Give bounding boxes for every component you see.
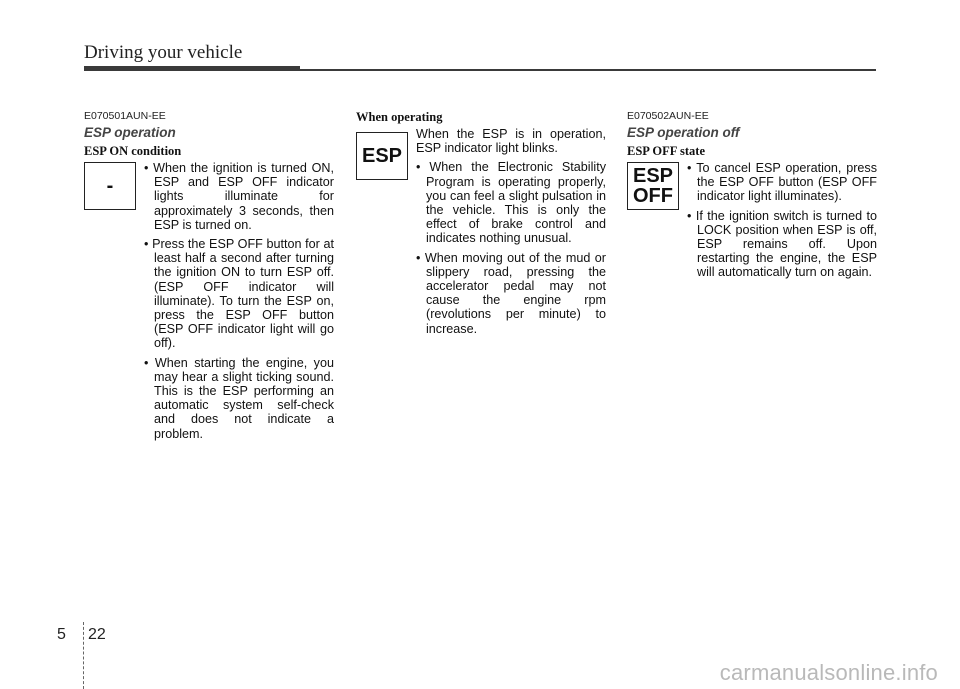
list-item: • When moving out of the mud or slippery road, pressing the accelerator pedal may not cause the engine rpm (revolutions per minute) to increase. bbox=[416, 251, 606, 336]
column-when-operating bbox=[356, 110, 606, 341]
indicator-label-line1: ESP bbox=[632, 165, 674, 187]
list-item: • If the ignition switch is turned to LOCK position when ESP is off, ESP remains off. Upon restarting the engine, the ESP will automatically turn on again. bbox=[687, 209, 877, 280]
footer-divider bbox=[83, 622, 85, 689]
watermark: carmanualsonline.info bbox=[719, 660, 938, 685]
intro-paragraph: When the ESP is in operation, ESP indicator light blinks. bbox=[416, 127, 606, 156]
header-title: Driving your vehicle bbox=[84, 42, 243, 63]
subheading: ESP OFF state bbox=[627, 144, 706, 158]
chapter-number: 5 bbox=[57, 626, 66, 643]
column-esp-operation bbox=[84, 110, 334, 446]
section-code: E070502AUN-EE bbox=[627, 110, 709, 122]
indicator-label-line2: OFF bbox=[633, 185, 673, 207]
list-item: • When the Electronic Stability Program is operating properly, you can feel a slight pulsation in the vehicle. This is only the effect of brake control and indicates nothing unusual. bbox=[416, 160, 606, 245]
list-item: • To cancel ESP operation, press the ESP OFF button (ESP OFF indicator light illuminates). bbox=[687, 161, 877, 204]
header-rule-thin bbox=[300, 69, 876, 71]
header-rule-thick bbox=[84, 66, 300, 71]
esp-indicator-icon bbox=[356, 132, 408, 180]
page-number: 22 bbox=[88, 626, 106, 643]
subheading: ESP ON condition bbox=[84, 144, 182, 158]
indicator-label: ESP bbox=[361, 145, 403, 167]
section-title: ESP operation off bbox=[627, 125, 740, 140]
bullet-list bbox=[356, 160, 606, 335]
section-code: E070501AUN-EE bbox=[84, 110, 166, 122]
list-item: • Press the ESP OFF button for at least half a second after turning the ignition ON to turn ESP off. (ESP OFF indicator will illuminate). To turn the ESP on, press the ESP OFF button (ESP OFF indicator light will go off). bbox=[144, 237, 334, 351]
section-title: ESP operation bbox=[84, 125, 176, 140]
esp-indicator-icon bbox=[84, 162, 136, 210]
indicator-label: - bbox=[106, 175, 114, 197]
column-esp-operation-off bbox=[627, 110, 877, 285]
esp-off-indicator-icon bbox=[627, 162, 679, 210]
subheading: When operating bbox=[356, 110, 443, 124]
list-item: • When the ignition is turned ON, ESP and ESP OFF indicator lights illuminate for approximately 3 seconds, then ESP is turned on. bbox=[144, 161, 334, 232]
list-item: • When starting the engine, you may hear a slight ticking sound. This is the ESP performing an automatic system self-check and does not indicate a problem. bbox=[144, 356, 334, 441]
